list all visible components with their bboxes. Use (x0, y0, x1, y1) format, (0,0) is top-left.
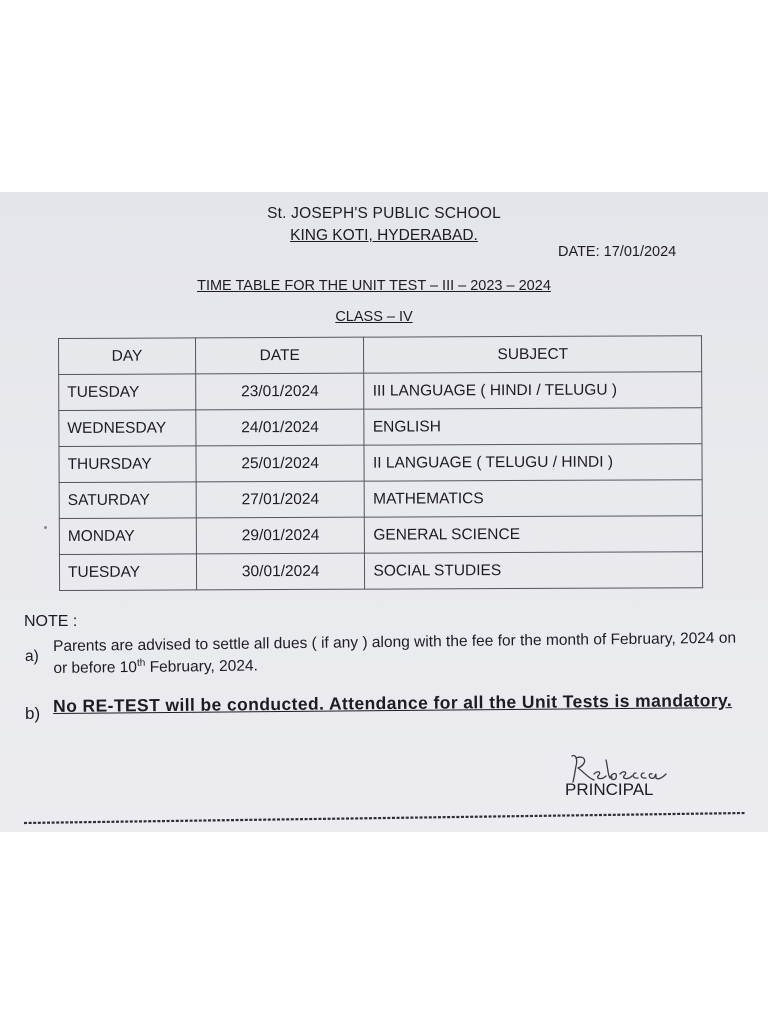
day-cell: THURSDAY (59, 446, 196, 483)
note-a-text-part2: February, 2024. (145, 657, 259, 676)
issue-date-label: DATE: (558, 244, 600, 260)
issue-date-value: 17/01/2024 (603, 244, 677, 260)
date-cell: 25/01/2024 (196, 445, 365, 482)
table-row (59, 408, 702, 447)
day-cell: WEDNESDAY (59, 410, 196, 447)
school-name: St. JOSEPH'S PUBLIC SCHOOL (267, 205, 501, 222)
day-cell: TUESDAY (59, 554, 196, 591)
table-row (59, 480, 702, 519)
subject-cell: SOCIAL STUDIES (365, 552, 703, 589)
note-b-marker: b) (25, 704, 41, 723)
note-heading: NOTE : (24, 613, 78, 630)
dashed-divider (24, 812, 746, 826)
principal-title: PRINCIPAL (565, 780, 654, 799)
date-cell: 27/01/2024 (196, 481, 365, 518)
note-a-text-part1: Parents are advised to settle all dues ( if any ) along with the fee for the month of February, 2024 on or before 10 (53, 629, 737, 677)
table-row (59, 552, 702, 591)
table-header-row (59, 336, 702, 375)
date-cell: 23/01/2024 (196, 373, 365, 410)
issue-date (558, 244, 676, 260)
table-row (59, 372, 702, 411)
table-row (59, 516, 702, 555)
note-a-superscript: th (136, 657, 146, 669)
table-row (59, 444, 702, 483)
date-cell: 24/01/2024 (196, 409, 365, 446)
subject-cell: GENERAL SCIENCE (365, 516, 703, 553)
school-address: KING KOTI, HYDERABAD. (290, 227, 478, 244)
header-date: DATE (195, 337, 364, 374)
subject-cell: MATHEMATICS (365, 480, 703, 517)
class-label: CLASS – IV (335, 309, 413, 325)
date-cell: 29/01/2024 (196, 517, 365, 554)
subject-cell: ENGLISH (364, 408, 702, 445)
note-a-text (53, 628, 741, 680)
header-subject: SUBJECT (364, 336, 702, 373)
timetable (58, 335, 703, 591)
note-b-text: No RE-TEST will be conducted. Attendance for all the Unit Tests is mandatory. (53, 690, 733, 716)
paper-speck (44, 526, 47, 529)
header-day: DAY (59, 338, 196, 375)
day-cell: MONDAY (59, 518, 196, 555)
note-a-marker: a) (25, 648, 39, 665)
day-cell: SATURDAY (59, 482, 196, 519)
day-cell: TUESDAY (59, 374, 196, 411)
date-cell: 30/01/2024 (196, 553, 365, 590)
timetable-title: TIME TABLE FOR THE UNIT TEST – III – 2023 – 2024 (197, 278, 551, 294)
subject-cell: III LANGUAGE ( HINDI / TELUGU ) (364, 372, 702, 409)
subject-cell: II LANGUAGE ( TELUGU / HINDI ) (364, 444, 702, 481)
